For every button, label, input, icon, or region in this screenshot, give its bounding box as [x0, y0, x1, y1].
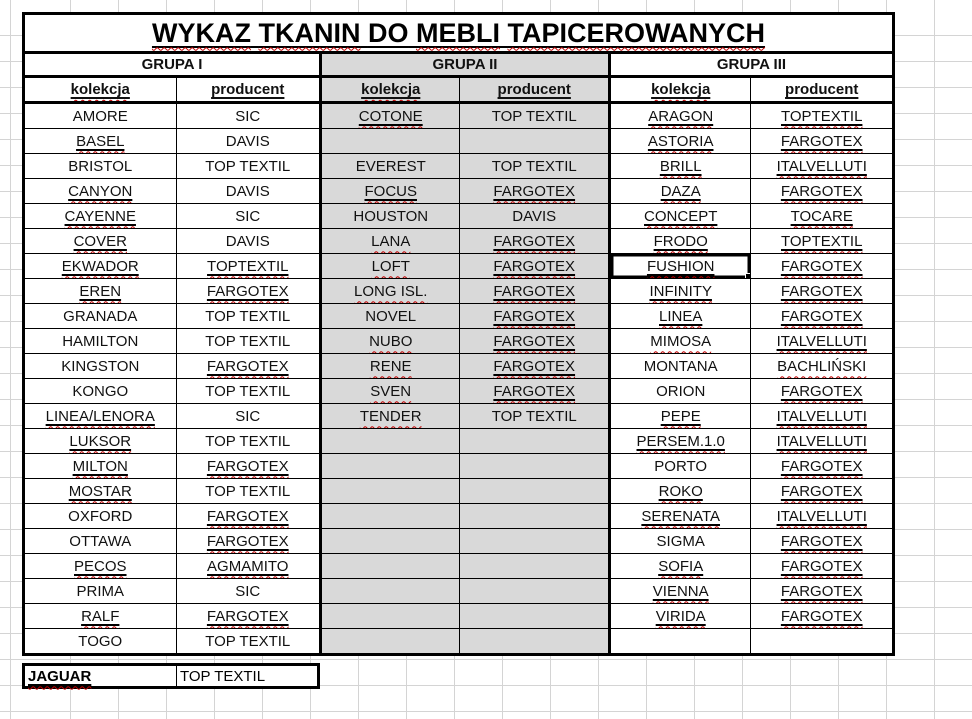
cell-text: SIGMA: [656, 532, 705, 550]
cell[interactable]: [460, 329, 610, 354]
cell[interactable]: [460, 604, 610, 629]
cell[interactable]: [176, 529, 320, 554]
cell[interactable]: [176, 579, 320, 604]
cell-text: FARGOTEX: [493, 232, 576, 250]
title-word: TKANIN: [258, 17, 361, 48]
cell-text: FARGOTEX: [493, 332, 576, 350]
cell[interactable]: [321, 454, 460, 479]
cell-text: TENDER: [359, 407, 422, 425]
cell[interactable]: [321, 579, 460, 604]
table-row: [24, 554, 894, 579]
cell-text: FARGOTEX: [780, 257, 863, 275]
cell-text: SERENATA: [641, 507, 721, 525]
group-header-grupa-ii[interactable]: GRUPA II: [321, 53, 610, 77]
table-row: [24, 229, 894, 254]
cell[interactable]: [321, 179, 460, 204]
cell[interactable]: [176, 504, 320, 529]
cell-text: TOP TEXTIL: [491, 407, 577, 425]
cell[interactable]: [609, 554, 750, 579]
cell-text: PRIMA: [76, 582, 125, 600]
cell-text: ASTORIA: [647, 132, 714, 150]
cell[interactable]: [176, 454, 320, 479]
cell-text: KINGSTON: [61, 357, 140, 375]
cell[interactable]: [176, 379, 320, 404]
cell-text: CAYENNE: [64, 207, 136, 225]
cell-text: FARGOTEX: [780, 582, 863, 600]
cell[interactable]: [609, 204, 750, 229]
cell-text: TOP TEXTIL: [205, 382, 291, 400]
cell[interactable]: [176, 554, 320, 579]
jaguar-row: [22, 663, 320, 689]
cell-text: FARGOTEX: [493, 257, 576, 275]
cell-text: EVEREST: [355, 157, 426, 175]
cell[interactable]: [460, 129, 610, 154]
cell-text: FARGOTEX: [206, 457, 289, 475]
cell-text: ITALVELLUTI: [776, 407, 867, 425]
cell-text: SOFIA: [658, 557, 704, 575]
cell[interactable]: [460, 154, 610, 179]
cell-text: SIC: [235, 107, 261, 125]
cell[interactable]: [321, 429, 460, 454]
cell-text: HAMILTON: [62, 332, 139, 350]
cell[interactable]: [321, 229, 460, 254]
cell-text: BASEL: [76, 132, 125, 150]
cell[interactable]: [751, 379, 894, 404]
cell[interactable]: [751, 529, 894, 554]
column-header-row: [24, 77, 894, 103]
cell[interactable]: [321, 103, 460, 129]
cell[interactable]: [176, 154, 320, 179]
cell-text: DAVIS: [225, 182, 270, 200]
cell[interactable]: [176, 354, 320, 379]
cell[interactable]: [460, 629, 610, 655]
table-row: [24, 579, 894, 604]
cell-text: ITALVELLUTI: [776, 507, 867, 525]
cell-text: HOUSTON: [353, 207, 429, 225]
cell[interactable]: [609, 279, 750, 304]
cell-text: FARGOTEX: [493, 307, 576, 325]
selected-cell[interactable]: [609, 254, 750, 279]
cell[interactable]: [460, 479, 610, 504]
cell[interactable]: [460, 529, 610, 554]
cell[interactable]: [24, 204, 177, 229]
cell-text: ROKO: [658, 482, 703, 500]
cell[interactable]: [24, 103, 177, 129]
cell[interactable]: [321, 354, 460, 379]
column-header-producent[interactable]: [460, 77, 610, 103]
cell-text: FARGOTEX: [206, 357, 289, 375]
cell[interactable]: [460, 429, 610, 454]
cell[interactable]: [24, 504, 177, 529]
title-word: TAPICEROWANYCH: [507, 17, 766, 48]
title-word: DO: [367, 17, 409, 48]
cell[interactable]: [24, 629, 177, 655]
cell[interactable]: [609, 329, 750, 354]
cell[interactable]: [751, 629, 894, 655]
cell-text: ITALVELLUTI: [776, 157, 867, 175]
cell[interactable]: [321, 529, 460, 554]
column-header-producent[interactable]: [751, 77, 894, 103]
cell[interactable]: [751, 329, 894, 354]
cell[interactable]: [24, 479, 177, 504]
cell[interactable]: [24, 154, 177, 179]
cell[interactable]: [176, 429, 320, 454]
cell-text: FARGOTEX: [206, 282, 289, 300]
column-header-label: kolekcja: [70, 81, 130, 98]
cell[interactable]: [24, 454, 177, 479]
table-row: [24, 204, 894, 229]
cell[interactable]: [176, 204, 320, 229]
cell-text: TOCARE: [790, 207, 853, 225]
cell[interactable]: [609, 504, 750, 529]
cell-text: COVER: [73, 232, 127, 250]
cell[interactable]: [321, 154, 460, 179]
cell-text: FOCUS: [364, 182, 417, 200]
cell-text: FARGOTEX: [493, 382, 576, 400]
cell-text: TOP TEXTIL: [491, 107, 577, 125]
cell[interactable]: [176, 329, 320, 354]
cell-text: LINEA/LENORA: [45, 407, 155, 425]
cell[interactable]: [751, 103, 894, 129]
cell[interactable]: [609, 129, 750, 154]
cell-text: JAGUAR: [28, 667, 92, 685]
cell[interactable]: [751, 479, 894, 504]
cell-text: FARGOTEX: [780, 307, 863, 325]
column-header-label: producent: [497, 81, 571, 98]
cell-text: FARGOTEX: [493, 182, 576, 200]
cell[interactable]: [460, 504, 610, 529]
cell[interactable]: [321, 329, 460, 354]
cell[interactable]: [609, 629, 750, 655]
cell-text: LONG ISL.: [354, 282, 428, 300]
cell-text: CONCEPT: [644, 207, 718, 225]
cell[interactable]: [176, 103, 320, 129]
cell-text: FARGOTEX: [780, 532, 863, 550]
cell[interactable]: [176, 279, 320, 304]
cell-text: DAZA: [660, 182, 701, 200]
cell[interactable]: [609, 379, 750, 404]
cell[interactable]: [24, 254, 177, 279]
cell[interactable]: [609, 579, 750, 604]
cell-text: INFINITY: [649, 282, 712, 300]
fill-handle[interactable]: [745, 273, 751, 279]
cell[interactable]: [751, 504, 894, 529]
group-header-grupa-i[interactable]: GRUPA I: [24, 53, 321, 77]
cell-text: LINEA: [659, 307, 703, 325]
cell[interactable]: [321, 304, 460, 329]
cell-text: TOP TEXTIL: [205, 332, 291, 350]
cell-text: CANYON: [68, 182, 133, 200]
cell-text: LANA: [371, 232, 411, 250]
cell[interactable]: [24, 604, 177, 629]
cell-text: SVEN: [370, 382, 412, 400]
cell[interactable]: [176, 479, 320, 504]
cell[interactable]: [176, 404, 320, 429]
cell-text: TOP TEXTIL: [180, 667, 266, 685]
cell[interactable]: [460, 354, 610, 379]
cell[interactable]: [751, 579, 894, 604]
cell[interactable]: [24, 229, 177, 254]
cell-text: PORTO: [654, 457, 708, 475]
column-header-kolekcja[interactable]: [24, 77, 177, 103]
cell[interactable]: [24, 404, 177, 429]
data-rows: [24, 103, 894, 655]
cell[interactable]: [321, 554, 460, 579]
table-row: [24, 404, 894, 429]
group-header-row: [24, 53, 894, 77]
page-title: [152, 18, 765, 48]
cell-text: FARGOTEX: [780, 557, 863, 575]
table-row: [24, 254, 894, 279]
cell[interactable]: [751, 604, 894, 629]
column-header-kolekcja[interactable]: [609, 77, 750, 103]
cell[interactable]: [609, 479, 750, 504]
cell-text: FARGOTEX: [780, 607, 863, 625]
cell-text: TOP TEXTIL: [491, 157, 577, 175]
cell-text: BRILL: [659, 157, 702, 175]
cell[interactable]: [176, 129, 320, 154]
cell-text: FARGOTEX: [780, 382, 863, 400]
table-row: [24, 454, 894, 479]
cell[interactable]: [609, 429, 750, 454]
cell-text: TOP TEXTIL: [205, 432, 291, 450]
cell-text: VIENNA: [652, 582, 709, 600]
cell[interactable]: [460, 379, 610, 404]
cell[interactable]: [609, 103, 750, 129]
cell-text: NOVEL: [365, 307, 417, 325]
cell-text: RALF: [81, 607, 120, 625]
cell[interactable]: [609, 529, 750, 554]
cell-text: EREN: [79, 282, 122, 300]
cell-text: COTONE: [358, 107, 423, 125]
cell-text: DAVIS: [225, 232, 270, 250]
cell-text: PECOS: [74, 557, 127, 575]
title-row: [24, 14, 894, 53]
cell[interactable]: [176, 179, 320, 204]
cell-text: PERSEM.1.0: [636, 432, 725, 450]
cell-text: DAVIS: [225, 132, 270, 150]
cell[interactable]: [321, 629, 460, 655]
cell[interactable]: [176, 304, 320, 329]
cell[interactable]: [460, 254, 610, 279]
cell[interactable]: [460, 279, 610, 304]
cell[interactable]: [460, 454, 610, 479]
group-header-grupa-iii[interactable]: GRUPA III: [609, 53, 893, 77]
cell-text: BRISTOL: [68, 157, 133, 175]
table-row: [24, 479, 894, 504]
cell[interactable]: [609, 154, 750, 179]
cell[interactable]: [25, 666, 177, 686]
cell-text: SIC: [235, 207, 261, 225]
cell[interactable]: [751, 204, 894, 229]
table-title-cell[interactable]: [24, 14, 894, 53]
cell[interactable]: [751, 279, 894, 304]
cell[interactable]: [460, 204, 610, 229]
cell[interactable]: [321, 604, 460, 629]
table-row: [24, 304, 894, 329]
cell-text: EKWADOR: [61, 257, 139, 275]
table-row: [24, 154, 894, 179]
cell[interactable]: [751, 129, 894, 154]
cell[interactable]: [176, 229, 320, 254]
cell[interactable]: [609, 604, 750, 629]
cell[interactable]: [24, 354, 177, 379]
cell[interactable]: [321, 404, 460, 429]
table-row: [24, 179, 894, 204]
table-row: [24, 604, 894, 629]
cell-text: MONTANA: [643, 357, 718, 375]
cell-text: FARGOTEX: [493, 357, 576, 375]
cell[interactable]: [609, 304, 750, 329]
cell[interactable]: [321, 479, 460, 504]
cell[interactable]: [460, 404, 610, 429]
cell[interactable]: [24, 304, 177, 329]
cell-text: SIC: [235, 582, 261, 600]
cell[interactable]: [177, 666, 317, 686]
cell-text: KONGO: [72, 382, 129, 400]
cell[interactable]: [460, 229, 610, 254]
column-header-label: kolekcja: [361, 81, 421, 98]
cell-text: OXFORD: [68, 507, 133, 525]
cell[interactable]: [751, 454, 894, 479]
cell[interactable]: [460, 554, 610, 579]
cell-text: FRODO: [653, 232, 708, 250]
cell[interactable]: [460, 179, 610, 204]
cell-text: TOP TEXTIL: [205, 482, 291, 500]
cell-text: DAVIS: [512, 207, 557, 225]
table-row: [24, 329, 894, 354]
cell[interactable]: [751, 229, 894, 254]
cell[interactable]: [321, 129, 460, 154]
table-row: [24, 103, 894, 129]
cell-text: ARAGON: [648, 107, 714, 125]
cell-text: TOGO: [78, 632, 123, 650]
cell-text: MOSTAR: [68, 482, 132, 500]
cell-text: LOFT: [371, 257, 410, 275]
table-row: [24, 279, 894, 304]
cell-text: ITALVELLUTI: [776, 332, 867, 350]
cell-text: PEPE: [660, 407, 701, 425]
cell-text: FARGOTEX: [493, 282, 576, 300]
cell-text: FARGOTEX: [780, 482, 863, 500]
table-row: [24, 129, 894, 154]
cell[interactable]: [321, 254, 460, 279]
title-word: MEBLI: [416, 17, 500, 48]
cell[interactable]: [24, 279, 177, 304]
cell-text: TOP TEXTIL: [205, 157, 291, 175]
column-header-label: producent: [785, 81, 859, 98]
cell-text: TOP TEXTIL: [205, 632, 291, 650]
cell[interactable]: [321, 379, 460, 404]
cell[interactable]: [751, 404, 894, 429]
fabric-table: [22, 12, 895, 656]
cell-text: AMORE: [72, 107, 128, 125]
cell[interactable]: [24, 379, 177, 404]
cell[interactable]: [24, 429, 177, 454]
cell-text: FARGOTEX: [780, 457, 863, 475]
cell[interactable]: [609, 454, 750, 479]
cell[interactable]: [751, 254, 894, 279]
cell[interactable]: [176, 604, 320, 629]
cell[interactable]: [24, 179, 177, 204]
cell[interactable]: [751, 304, 894, 329]
cell-text: AGMAMITO: [207, 557, 289, 575]
cell[interactable]: [751, 179, 894, 204]
cell-text: MIMOSA: [650, 332, 712, 350]
cell-text: TOP TEXTIL: [205, 307, 291, 325]
cell[interactable]: [460, 304, 610, 329]
cell[interactable]: [176, 629, 320, 655]
table-row: [24, 629, 894, 655]
cell[interactable]: [321, 279, 460, 304]
cell[interactable]: [609, 404, 750, 429]
column-header-kolekcja[interactable]: [321, 77, 460, 103]
cell[interactable]: [24, 329, 177, 354]
cell-text: ORION: [656, 382, 706, 400]
title-word: WYKAZ: [151, 17, 251, 48]
cell[interactable]: [751, 429, 894, 454]
cell-text: FUSHION: [646, 257, 715, 275]
table-row: [24, 379, 894, 404]
cell[interactable]: [24, 129, 177, 154]
table-row: [24, 529, 894, 554]
cell[interactable]: [609, 229, 750, 254]
cell[interactable]: [751, 354, 894, 379]
cell-text: NUBO: [369, 332, 413, 350]
cell[interactable]: [24, 579, 177, 604]
cell-text: FARGOTEX: [206, 507, 289, 525]
cell[interactable]: [751, 154, 894, 179]
cell-text: FARGOTEX: [780, 182, 863, 200]
cell-text: RENE: [369, 357, 412, 375]
cell[interactable]: [460, 103, 610, 129]
column-header-label: kolekcja: [651, 81, 711, 98]
cell-text: BACHLIŃSKI: [777, 357, 867, 375]
cell-text: SIC: [235, 407, 261, 425]
cell-text: OTTAWA: [69, 532, 132, 550]
cell[interactable]: [176, 254, 320, 279]
cell[interactable]: [609, 354, 750, 379]
cell[interactable]: [24, 554, 177, 579]
cell-text: GRANADA: [63, 307, 138, 325]
column-header-producent[interactable]: [176, 77, 320, 103]
cell-text: FARGOTEX: [206, 607, 289, 625]
cell-text: MILTON: [72, 457, 128, 475]
cell-text: FARGOTEX: [780, 282, 863, 300]
cell[interactable]: [609, 179, 750, 204]
cell-text: TOPTEXTIL: [781, 107, 863, 125]
cell[interactable]: [24, 529, 177, 554]
cell-text: ITALVELLUTI: [776, 432, 867, 450]
cell-text: FARGOTEX: [206, 532, 289, 550]
cell-text: TOPTEXTIL: [781, 232, 863, 250]
cell-text: VIRIDA: [655, 607, 706, 625]
table-row: [24, 504, 894, 529]
cell-text: FARGOTEX: [780, 132, 863, 150]
cell[interactable]: [321, 204, 460, 229]
cell[interactable]: [460, 579, 610, 604]
table-row: [24, 429, 894, 454]
cell-text: LUKSOR: [69, 432, 132, 450]
cell[interactable]: [751, 554, 894, 579]
cell[interactable]: [321, 504, 460, 529]
column-header-label: producent: [211, 81, 285, 98]
table-row: [24, 354, 894, 379]
cell-text: TOPTEXTIL: [207, 257, 289, 275]
